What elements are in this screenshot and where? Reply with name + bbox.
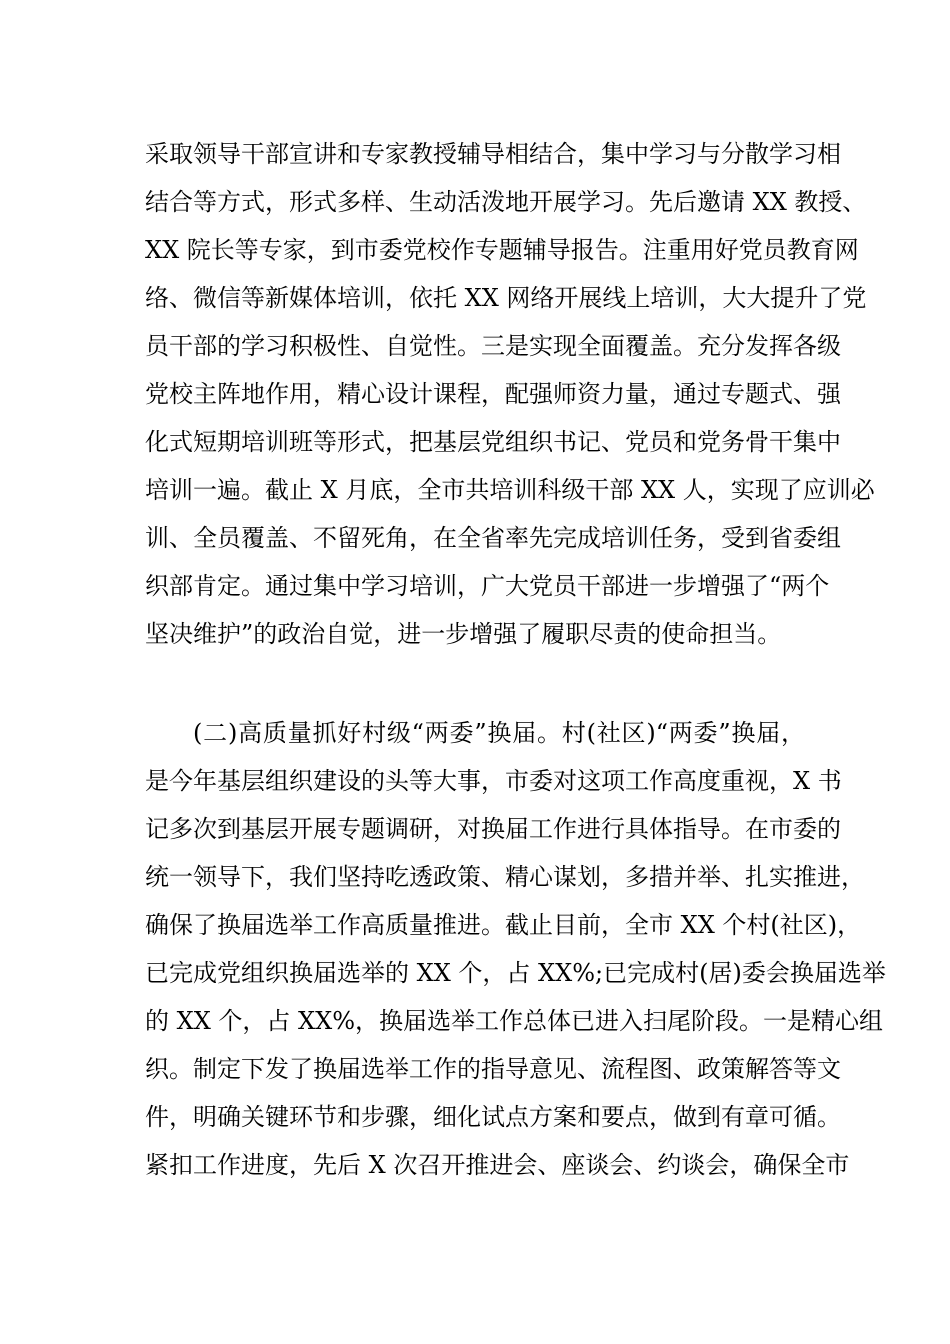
paragraph-line: XX 院长等专家，到市委党校作专题辅导报告。注重用好党员教育网 (145, 236, 859, 264)
paragraph-line: 采取领导干部宣讲和专家教授辅导相结合，集中学习与分散学习相 (145, 140, 841, 168)
paragraph-line: 件，明确关键环节和步骤，细化试点方案和要点，做到有章可循。 (145, 1103, 841, 1131)
paragraph-line: 党校主阵地作用，精心设计课程，配强师资力量，通过专题式、强 (145, 380, 841, 408)
paragraph-line: 织部肯定。通过集中学习培训，广大党员干部进一步增强了“两个 (145, 572, 830, 600)
paragraph-line: 结合等方式，形式多样、生动活泼地开展学习。先后邀请 XX 教授、 (145, 188, 867, 216)
paragraph-line: 是今年基层组织建设的头等大事，市委对这项工作高度重视，X 书 (145, 767, 842, 795)
paragraph-heading-line: (二)高质量抓好村级“两委”换届。村(社区)“两委”换届， (193, 719, 805, 747)
paragraph-line: 化式短期培训班等形式，把基层党组织书记、党员和党务骨干集中 (145, 428, 841, 456)
paragraph-line: 紧扣工作进度，先后 X 次召开推进会、座谈会、约谈会，确保全市 (145, 1151, 850, 1179)
paragraph-line: 员干部的学习积极性、自觉性。三是实现全面覆盖。充分发挥各级 (145, 332, 841, 360)
paragraph-line: 训、全员覆盖、不留死角，在全省率先完成培训任务，受到省委组 (145, 524, 841, 552)
paragraph-line: 织。制定下发了换届选举工作的指导意见、流程图、政策解答等文 (145, 1055, 841, 1083)
paragraph-line: 的 XX 个，占 XX%，换届选举工作总体已进入扫尾阶段。一是精心组 (145, 1007, 884, 1035)
paragraph-line: 记多次到基层开展专题调研，对换届工作进行具体指导。在市委的 (145, 815, 841, 843)
paragraph-line: 络、微信等新媒体培训，依托 XX 网络开展线上培训，大大提升了党 (145, 284, 867, 312)
paragraph-line: 确保了换届选举工作高质量推进。截止目前，全市 XX 个村(社区)， (145, 911, 862, 939)
paragraph-line: 统一领导下，我们坚持吃透政策、精心谋划，多措并举、扎实推进， (145, 863, 865, 891)
paragraph-line: 坚决维护”的政治自觉，进一步增强了履职尽责的使命担当。 (145, 620, 782, 648)
paragraph-line: 已完成党组织换届选举的 XX 个，占 XX%;已完成村(居)委会换届选举 (145, 959, 886, 987)
paragraph-line: 培训一遍。截止 X 月底，全市共培训科级干部 XX 人，实现了应训必 (145, 476, 875, 504)
